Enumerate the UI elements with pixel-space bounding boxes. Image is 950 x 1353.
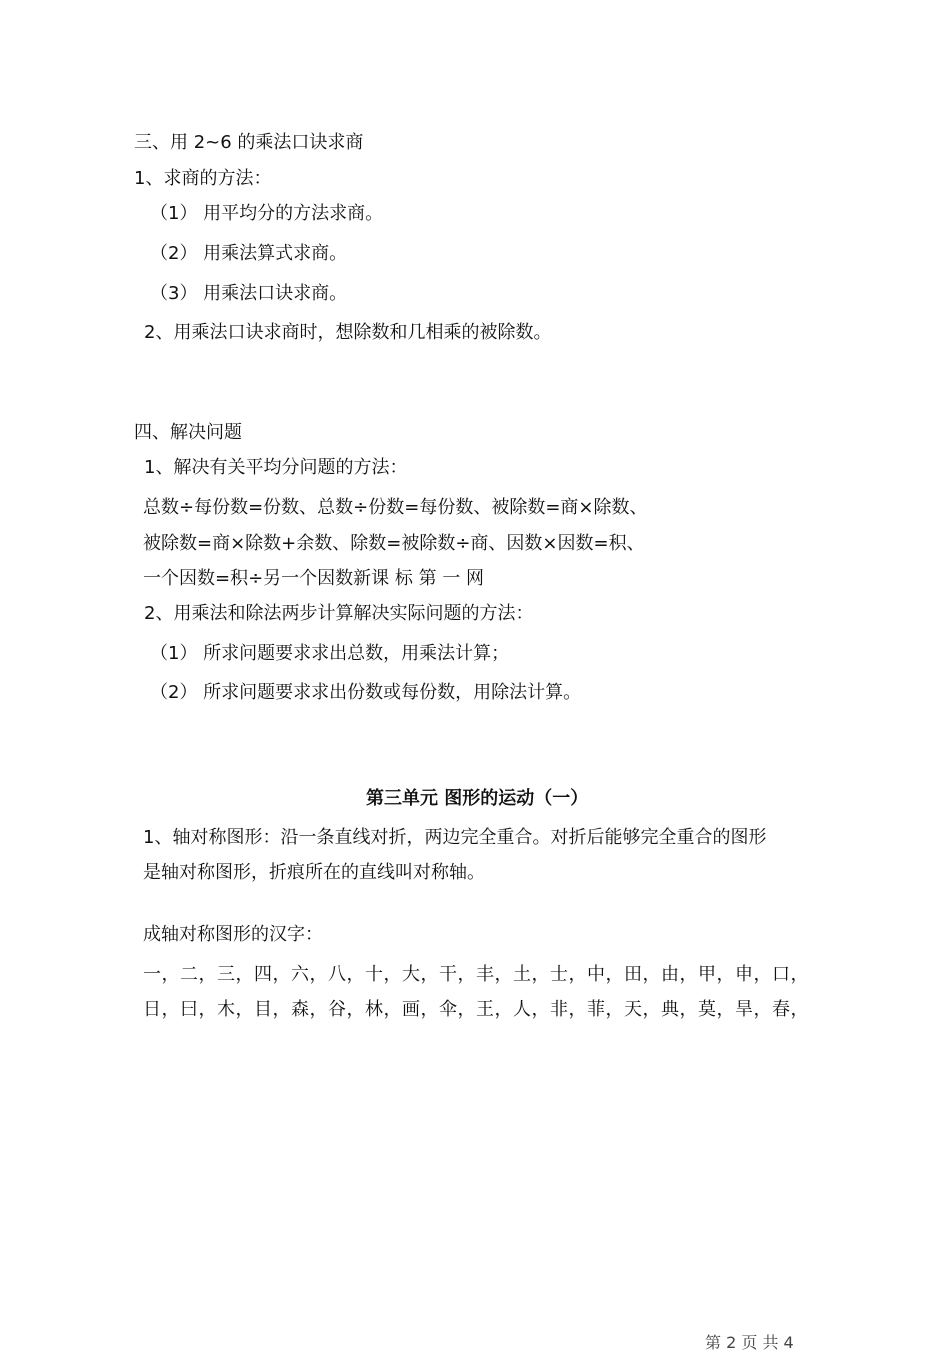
- section4-formula3: 一个因数=积÷另一个因数新课 标 第 一 网: [143, 568, 485, 589]
- section4-sub1: （1） 所求问题要求求出总数，用乘法计算；: [150, 643, 510, 664]
- section3-sub3: （3） 用乘法口诀求商。: [150, 283, 348, 304]
- unit3-item1-line1: 1、轴对称图形：沿一条直线对折，两边完全重合。对折后能够完全重合的图形: [143, 827, 767, 848]
- section3-item1: 1、求商的方法：: [134, 168, 272, 189]
- section4-item2: 2、用乘法和除法两步计算解决实际问题的方法：: [144, 603, 534, 624]
- unit3-chars-line2: 日，曰，木，目，森，谷，林，画，伞，王，人，非，菲，天，典，莫，旱，春，: [143, 999, 809, 1020]
- page-number-footer: 第 2 页 共 4: [705, 1333, 794, 1352]
- section3-heading: 三、用 2~6 的乘法口诀求商: [134, 132, 364, 153]
- unit3-chars-line1: 一，二，三，四，六，八，十，大，干，丰，土，士，中，田，由，甲，申，口，: [143, 964, 809, 985]
- unit3-item1-line2: 是轴对称图形，折痕所在的直线叫对称轴。: [143, 862, 485, 883]
- unit3-chars-label: 成轴对称图形的汉字：: [143, 924, 323, 945]
- section3-item2: 2、用乘法口诀求商时，想除数和几相乘的被除数。: [144, 322, 552, 343]
- section4-sub2: （2） 所求问题要求求出份数或每份数，用除法计算。: [150, 682, 582, 703]
- section4-item1: 1、解决有关平均分问题的方法：: [144, 457, 408, 478]
- section3-sub1: （1） 用平均分的方法求商。: [150, 203, 384, 224]
- section3-sub2: （2） 用乘法算式求商。: [150, 243, 348, 264]
- unit3-title: 第三单元 图形的运动（一）: [366, 788, 589, 809]
- section4-formula2: 被除数=商×除数+余数、除数=被除数÷商、因数×因数=积、: [143, 533, 645, 554]
- section4-formula1: 总数÷每份数=份数、总数÷份数=每份数、被除数=商×除数、: [143, 497, 648, 518]
- section4-heading: 四、解决问题: [134, 422, 242, 443]
